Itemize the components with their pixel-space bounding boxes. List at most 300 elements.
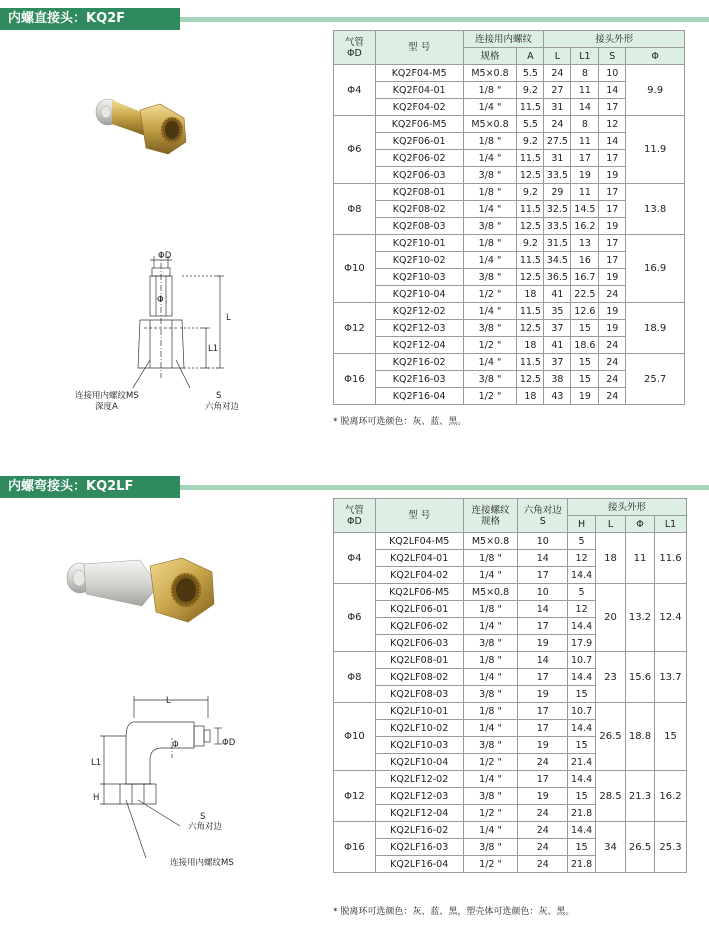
tube-size-cell: Φ12 [334,303,376,354]
depth-a-cell: 11.5 [517,99,544,116]
thread-spec-cell: 1/2 " [463,805,518,822]
length-l-cell: 27.5 [544,133,571,150]
height-h-cell: 14.4 [568,720,596,737]
thread-spec-cell: 1/4 " [463,150,517,167]
kq2lf-drawing [90,688,240,858]
thread-spec-cell: 1/2 " [463,388,517,405]
length-l1-cell: 8 [571,116,599,133]
length-l-cell: 32.5 [544,201,571,218]
drawing-label-l1: L1 [91,758,102,768]
hex-s-cell: 24 [518,822,568,839]
thread-spec-cell: 1/8 " [463,601,518,618]
col-thread-label: 连接螺纹 规格 [471,504,510,527]
section-title: 内螺弯接头：KQ2LF [8,479,134,494]
hex-s-cell: 17 [599,184,626,201]
thread-spec-cell: 3/8 " [463,839,518,856]
col-tube-label: 气管 ΦD [344,36,364,59]
model-cell: KQ2LF04-01 [375,550,463,567]
length-l1-cell: 8 [571,65,599,82]
dim-phi-cell: 15.6 [626,652,655,703]
col-tube [334,31,376,65]
height-h-cell: 14.4 [568,618,596,635]
model-cell: KQ2LF08-03 [375,686,463,703]
dim-l1-cell: 11.6 [655,533,687,584]
length-l-cell: 37 [544,320,571,337]
thread-spec-cell: 3/8 " [463,788,518,805]
model-cell: KQ2F12-02 [375,303,463,320]
thread-spec-cell: 1/8 " [463,235,517,252]
height-h-cell: 14.4 [568,822,596,839]
hex-s-cell: 24 [599,354,626,371]
thread-spec-cell: M5×0.8 [463,65,517,82]
thread-spec-cell: 1/4 " [463,303,517,320]
dim-l1-cell: 16.2 [655,771,687,822]
length-l-cell: 35 [544,303,571,320]
model-cell: KQ2F08-01 [375,184,463,201]
hex-s-cell: 19 [599,269,626,286]
table-row [334,354,685,371]
kq2lf-photo [62,546,222,646]
model-cell: KQ2LF12-02 [375,771,463,788]
length-l-cell: 31 [544,99,571,116]
section-title: 内螺直接头：KQ2F [8,11,126,26]
dim-l-cell: 18 [596,533,626,584]
outer-diameter-cell: 16.9 [626,235,685,303]
model-cell: KQ2LF12-03 [375,788,463,805]
length-l1-cell: 15 [571,354,599,371]
hex-s-cell: 17 [599,201,626,218]
hex-s-cell: 17 [599,252,626,269]
length-l1-cell: 16 [571,252,599,269]
depth-a-cell: 12.5 [517,371,544,388]
length-l-cell: 37 [544,354,571,371]
hex-s-cell: 12 [599,116,626,133]
depth-a-cell: 18 [517,337,544,354]
kq2f-drawing [120,248,240,388]
thread-spec-cell: 1/4 " [463,720,518,737]
hex-s-cell: 19 [599,320,626,337]
height-h-cell: 15 [568,788,596,805]
col-l1: L1 [655,516,687,533]
dim-l-cell: 26.5 [596,703,626,771]
hex-s-cell: 19 [599,167,626,184]
length-l-cell: 31.5 [544,235,571,252]
drawing-label-l: L [166,696,171,706]
hex-s-cell: 24 [599,371,626,388]
drawing-label-phi-d: ΦD [158,251,172,261]
col-h: H [568,516,596,533]
model-cell: KQ2F10-03 [375,269,463,286]
length-l1-cell: 14.5 [571,201,599,218]
col-l1: L1 [571,48,599,65]
model-cell: KQ2F04-02 [375,99,463,116]
tube-size-cell: Φ4 [334,533,376,584]
height-h-cell: 14.4 [568,771,596,788]
model-cell: KQ2LF06-03 [375,635,463,652]
drawing-label-depth: 深度A [95,402,118,412]
length-l1-cell: 11 [571,82,599,99]
dim-l1-cell: 13.7 [655,652,687,703]
kq2lf-note: * 脱离环可选颜色：灰、蓝、黑，塑壳体可选颜色：灰、黑。 [333,907,575,917]
hex-s-cell: 19 [518,686,568,703]
thread-spec-cell: 1/4 " [463,771,518,788]
length-l-cell: 33.5 [544,167,571,184]
kq2lf-spec-table [333,498,687,873]
tube-size-cell: Φ10 [334,235,376,303]
model-cell: KQ2LF16-02 [375,822,463,839]
thread-spec-cell: 1/2 " [463,856,518,873]
model-cell: KQ2F06-03 [375,167,463,184]
dim-l-cell: 34 [596,822,626,873]
col-spec: 规格 [463,48,517,65]
drawing-label-l: L [226,313,231,323]
drawing-label-h: H [93,793,100,803]
length-l-cell: 41 [544,337,571,354]
table-row [334,184,685,201]
depth-a-cell: 9.2 [517,235,544,252]
hex-s-cell: 14 [518,652,568,669]
thread-spec-cell: M5×0.8 [463,584,518,601]
length-l-cell: 43 [544,388,571,405]
col-s: S [599,48,626,65]
depth-a-cell: 11.5 [517,252,544,269]
thread-spec-cell: 1/4 " [463,201,517,218]
tube-size-cell: Φ6 [334,584,376,652]
dim-phi-cell: 26.5 [626,822,655,873]
hex-s-cell: 14 [518,550,568,567]
col-hex [518,499,568,533]
model-cell: KQ2LF06-M5 [375,584,463,601]
hex-s-cell: 17 [518,771,568,788]
length-l-cell: 33.5 [544,218,571,235]
model-cell: KQ2LF08-01 [375,652,463,669]
model-cell: KQ2LF04-M5 [375,533,463,550]
model-cell: KQ2F06-01 [375,133,463,150]
depth-a-cell: 18 [517,388,544,405]
model-cell: KQ2F04-M5 [375,65,463,82]
kq2f-photo [88,90,193,170]
length-l1-cell: 12.6 [571,303,599,320]
tube-size-cell: Φ16 [334,354,376,405]
drawing-label-hex: 六角对边 [188,822,223,832]
thread-spec-cell: 1/4 " [463,618,518,635]
model-cell: KQ2F10-04 [375,286,463,303]
dim-l1-cell: 15 [655,703,687,771]
depth-a-cell: 12.5 [517,320,544,337]
dim-phi-cell: 18.8 [626,703,655,771]
hex-s-cell: 14 [518,601,568,618]
length-l-cell: 27 [544,82,571,99]
table-row [334,533,687,550]
model-cell: KQ2F16-04 [375,388,463,405]
thread-spec-cell: 3/8 " [463,371,517,388]
model-cell: KQ2LF04-02 [375,567,463,584]
col-phi: Φ [626,516,655,533]
depth-a-cell: 12.5 [517,218,544,235]
thread-spec-cell: 1/8 " [463,184,517,201]
col-thread-group: 连接用内螺纹 [463,31,544,48]
hex-s-cell: 24 [599,286,626,303]
height-h-cell: 12 [568,601,596,618]
hex-s-cell: 17 [599,150,626,167]
col-dim-group: 接头外形 [544,31,685,48]
height-h-cell: 5 [568,533,596,550]
hex-s-cell: 14 [599,133,626,150]
length-l-cell: 38 [544,371,571,388]
height-h-cell: 21.4 [568,754,596,771]
thread-spec-cell: 3/8 " [463,269,517,286]
col-l: L [544,48,571,65]
col-model: 型 号 [375,499,463,533]
depth-a-cell: 5.5 [517,116,544,133]
model-cell: KQ2LF10-03 [375,737,463,754]
thread-spec-cell: 1/4 " [463,567,518,584]
thread-spec-cell: 1/8 " [463,703,518,720]
dim-l-cell: 28.5 [596,771,626,822]
table-row [334,584,687,601]
hex-s-cell: 17 [518,669,568,686]
depth-a-cell: 11.5 [517,354,544,371]
length-l1-cell: 18.6 [571,337,599,354]
height-h-cell: 5 [568,584,596,601]
hex-s-cell: 17 [518,703,568,720]
dim-phi-cell: 11 [626,533,655,584]
depth-a-cell: 9.2 [517,133,544,150]
hex-s-cell: 17 [599,99,626,116]
height-h-cell: 17.9 [568,635,596,652]
hex-s-cell: 19 [518,788,568,805]
drawing-label-hex: 六角对边 [205,402,240,412]
thread-spec-cell: 1/8 " [463,652,518,669]
table-row [334,65,685,82]
length-l1-cell: 22.5 [571,286,599,303]
dim-l1-cell: 12.4 [655,584,687,652]
thread-spec-cell: 1/2 " [463,286,517,303]
height-h-cell: 10.7 [568,703,596,720]
thread-spec-cell: 1/4 " [463,669,518,686]
col-a: A [517,48,544,65]
dim-l-cell: 23 [596,652,626,703]
col-dim-group: 接头外形 [568,499,687,516]
kq2f-note: * 脱离环可选颜色：灰、蓝、黑。 [333,417,467,427]
model-cell: KQ2LF10-04 [375,754,463,771]
model-cell: KQ2F06-M5 [375,116,463,133]
kq2f-spec-table [333,30,685,405]
drawing-label-phi: Φ [157,295,164,305]
height-h-cell: 21.8 [568,856,596,873]
thread-spec-cell: 1/8 " [463,82,517,99]
table-row [334,235,685,252]
model-cell: KQ2F06-02 [375,150,463,167]
drawing-label-phi: Φ [172,740,179,750]
hex-s-cell: 24 [599,337,626,354]
outer-diameter-cell: 13.8 [626,184,685,235]
model-cell: KQ2F08-02 [375,201,463,218]
thread-spec-cell: 1/8 " [463,133,517,150]
depth-a-cell: 12.5 [517,167,544,184]
hex-s-cell: 17 [518,618,568,635]
depth-a-cell: 9.2 [517,82,544,99]
model-cell: KQ2LF16-04 [375,856,463,873]
dim-phi-cell: 21.3 [626,771,655,822]
drawing-label-s: S [216,391,222,401]
tube-size-cell: Φ4 [334,65,376,116]
thread-spec-cell: 1/2 " [463,754,518,771]
thread-spec-cell: 3/8 " [463,320,517,337]
hex-s-cell: 24 [518,839,568,856]
model-cell: KQ2LF10-01 [375,703,463,720]
thread-spec-cell: 3/8 " [463,167,517,184]
thread-spec-cell: 1/4 " [463,354,517,371]
tube-size-cell: Φ8 [334,652,376,703]
col-tube-label: 气管 ΦD [344,504,364,527]
table-row [334,303,685,320]
hex-s-cell: 24 [599,388,626,405]
height-h-cell: 14.4 [568,567,596,584]
model-cell: KQ2LF10-02 [375,720,463,737]
thread-spec-cell: 1/4 " [463,99,517,116]
depth-a-cell: 11.5 [517,150,544,167]
length-l-cell: 29 [544,184,571,201]
depth-a-cell: 9.2 [517,184,544,201]
kq2f-table-body [334,65,685,405]
table-row [334,652,687,669]
col-thread [463,499,518,533]
drawing-label-thread: 连接用内螺纹MS [75,391,139,401]
drawing-label-l1: L1 [208,344,219,354]
table-row [334,116,685,133]
length-l1-cell: 16.7 [571,269,599,286]
length-l1-cell: 14 [571,99,599,116]
col-hex-label: 六角对边 S [523,504,562,527]
hex-s-cell: 19 [599,218,626,235]
kq2lf-table-body [334,533,687,873]
hex-s-cell: 19 [599,303,626,320]
tube-size-cell: Φ12 [334,771,376,822]
thread-spec-cell: M5×0.8 [463,116,517,133]
length-l-cell: 34.5 [544,252,571,269]
thread-spec-cell: 3/8 " [463,218,517,235]
outer-diameter-cell: 9.9 [626,65,685,116]
col-tube [334,499,376,533]
dim-phi-cell: 13.2 [626,584,655,652]
model-cell: KQ2F12-04 [375,337,463,354]
hex-s-cell: 24 [518,754,568,771]
tube-size-cell: Φ16 [334,822,376,873]
hex-s-cell: 24 [518,805,568,822]
model-cell: KQ2LF06-02 [375,618,463,635]
model-cell: KQ2LF12-04 [375,805,463,822]
depth-a-cell: 5.5 [517,65,544,82]
table-row [334,703,687,720]
thread-spec-cell: 1/2 " [463,337,517,354]
height-h-cell: 15 [568,839,596,856]
length-l1-cell: 19 [571,388,599,405]
model-cell: KQ2F08-03 [375,218,463,235]
outer-diameter-cell: 25.7 [626,354,685,405]
tube-size-cell: Φ6 [334,116,376,184]
length-l1-cell: 11 [571,184,599,201]
drawing-label-thread: 连接用内螺纹MS [170,858,234,868]
thread-spec-cell: 3/8 " [463,635,518,652]
outer-diameter-cell: 18.9 [626,303,685,354]
depth-a-cell: 11.5 [517,201,544,218]
thread-spec-cell: 1/8 " [463,550,518,567]
hex-s-cell: 17 [518,567,568,584]
length-l1-cell: 16.2 [571,218,599,235]
col-model: 型 号 [375,31,463,65]
height-h-cell: 12 [568,550,596,567]
hex-s-cell: 24 [518,856,568,873]
drawing-label-phi-d: ΦD [222,738,236,748]
hex-s-cell: 19 [518,635,568,652]
length-l-cell: 31 [544,150,571,167]
height-h-cell: 15 [568,737,596,754]
thread-spec-cell: 1/4 " [463,252,517,269]
model-cell: KQ2LF08-02 [375,669,463,686]
model-cell: KQ2F10-01 [375,235,463,252]
section-header [0,8,709,30]
tube-size-cell: Φ10 [334,703,376,771]
height-h-cell: 15 [568,686,596,703]
col-l: L [596,516,626,533]
length-l1-cell: 15 [571,371,599,388]
length-l1-cell: 17 [571,150,599,167]
length-l1-cell: 11 [571,133,599,150]
model-cell: KQ2F10-02 [375,252,463,269]
length-l-cell: 24 [544,116,571,133]
section-header [0,476,709,498]
dim-l-cell: 20 [596,584,626,652]
depth-a-cell: 11.5 [517,303,544,320]
length-l1-cell: 15 [571,320,599,337]
col-phi: Φ [626,48,685,65]
thread-spec-cell: 1/4 " [463,822,518,839]
length-l-cell: 24 [544,65,571,82]
length-l-cell: 41 [544,286,571,303]
hex-s-cell: 10 [518,584,568,601]
hex-s-cell: 10 [599,65,626,82]
hex-s-cell: 10 [518,533,568,550]
hex-s-cell: 19 [518,737,568,754]
height-h-cell: 14.4 [568,669,596,686]
hex-s-cell: 17 [518,720,568,737]
thread-spec-cell: M5×0.8 [463,533,518,550]
height-h-cell: 21.8 [568,805,596,822]
hex-s-cell: 17 [599,235,626,252]
table-row [334,771,687,788]
table-row [334,822,687,839]
drawing-label-s: S [200,812,206,822]
length-l1-cell: 19 [571,167,599,184]
model-cell: KQ2F16-02 [375,354,463,371]
tube-size-cell: Φ8 [334,184,376,235]
model-cell: KQ2LF16-03 [375,839,463,856]
dim-l1-cell: 25.3 [655,822,687,873]
hex-s-cell: 14 [599,82,626,99]
model-cell: KQ2LF06-01 [375,601,463,618]
thread-spec-cell: 3/8 " [463,686,518,703]
depth-a-cell: 12.5 [517,269,544,286]
model-cell: KQ2F16-03 [375,371,463,388]
thread-spec-cell: 3/8 " [463,737,518,754]
length-l1-cell: 13 [571,235,599,252]
height-h-cell: 10.7 [568,652,596,669]
outer-diameter-cell: 11.9 [626,116,685,184]
model-cell: KQ2F04-01 [375,82,463,99]
model-cell: KQ2F12-03 [375,320,463,337]
depth-a-cell: 18 [517,286,544,303]
